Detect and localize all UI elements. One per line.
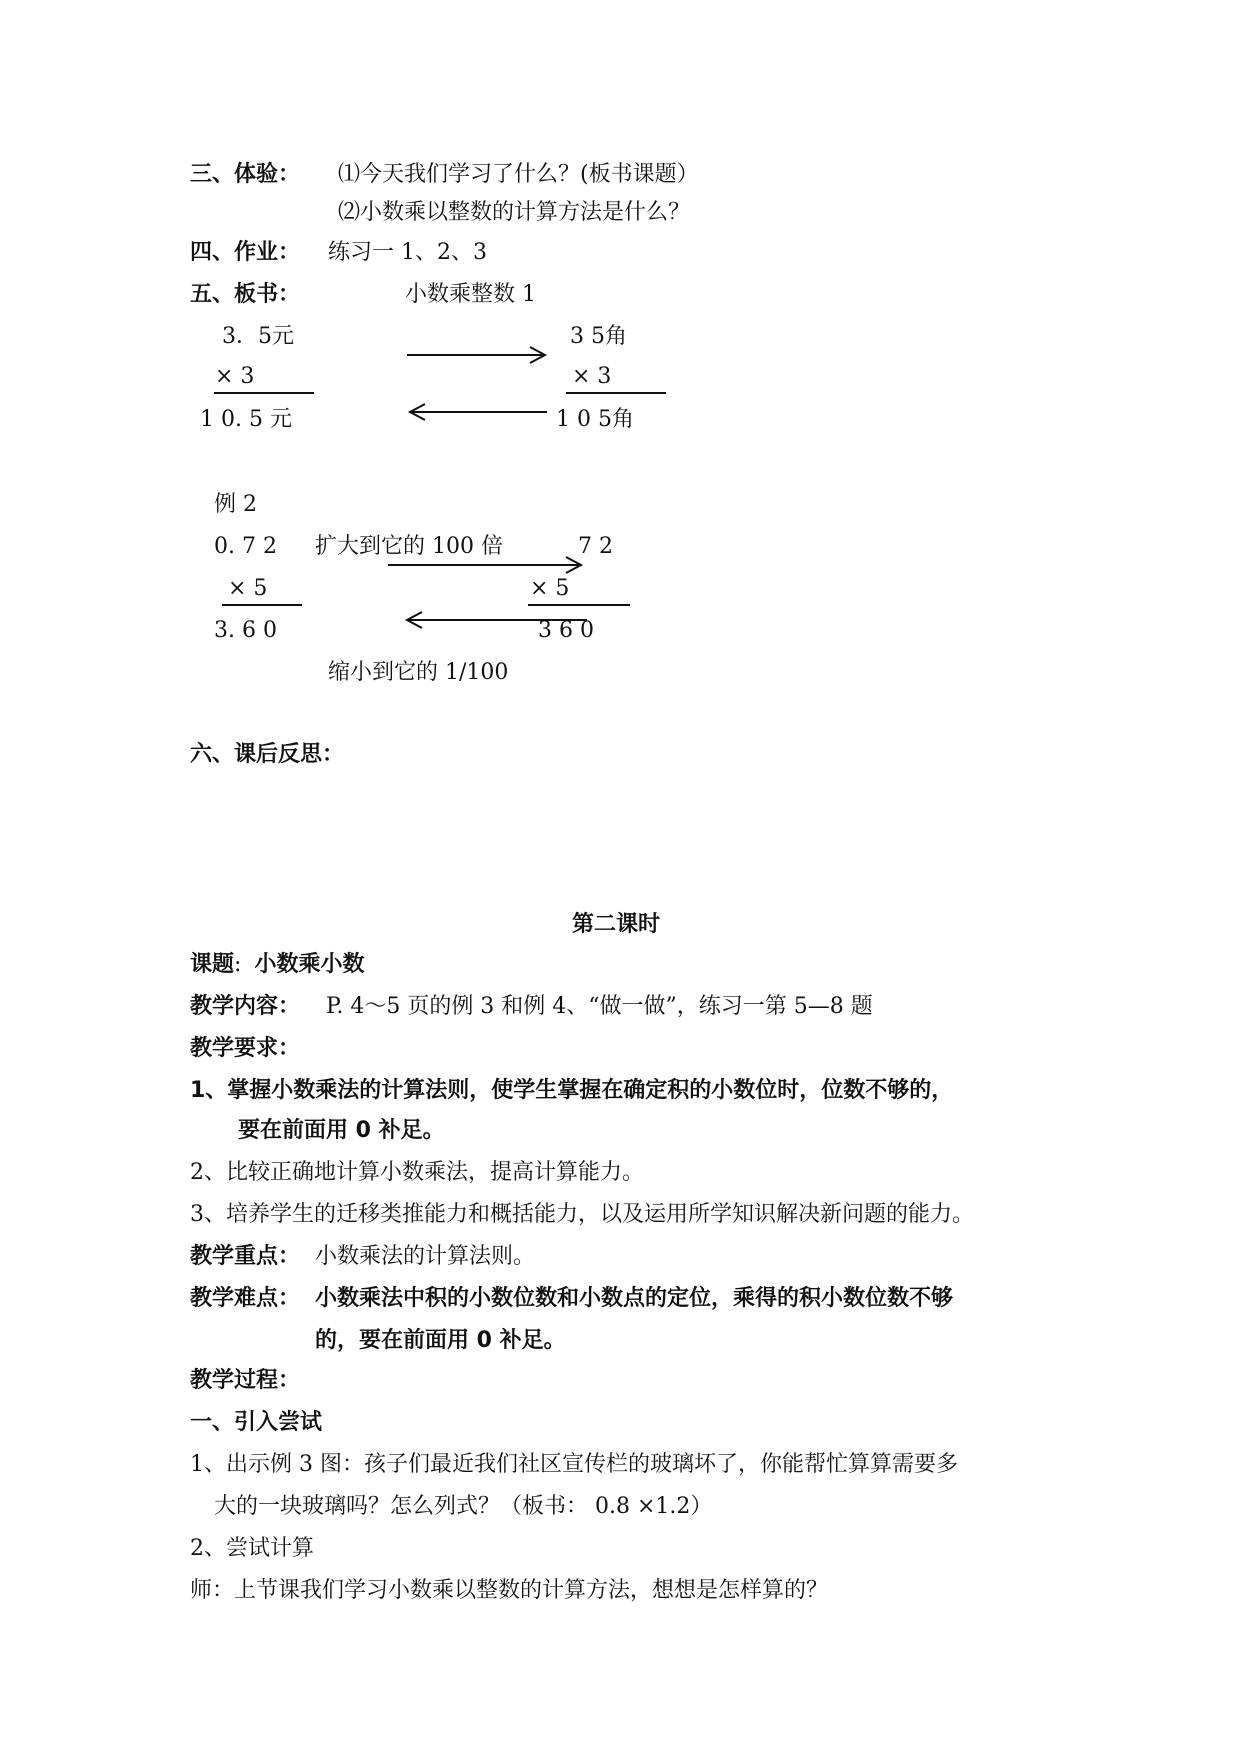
example-left-underline <box>222 604 302 606</box>
expand-arrow <box>386 555 586 575</box>
expand-label: 扩大到它的 100 倍 <box>315 534 503 559</box>
example-left-top: 0. 7 2 <box>214 534 277 559</box>
section-6-label: 六、课后反思： <box>190 742 345 767</box>
requirement-1-line-1: 1、掌握小数乘法的计算法则，使学生掌握在确定积的小数位时，位数不够的， <box>190 1078 954 1103</box>
board-title: 小数乘整数 1 <box>405 282 536 307</box>
board-left-top: 3．5元 <box>222 324 294 349</box>
requirement-3: 3、培养学生的迁移类推能力和概括能力，以及运用所学知识解决新问题的能力。 <box>190 1202 974 1227</box>
requirement-1-line-2: 要在前面用 0 补足。 <box>238 1118 445 1143</box>
question-2: ⑵小数乘以整数的计算方法是什么？ <box>338 200 691 225</box>
board-right-top: 3 5角 <box>570 324 627 349</box>
board-left-underline <box>214 392 314 394</box>
example-right-result: 3 6 0 <box>538 618 594 643</box>
content-text: P. 4～5 页的例 3 和例 4、“做一做”，练习一第 5—8 题 <box>326 994 873 1019</box>
shrink-label: 缩小到它的 1/100 <box>328 660 509 685</box>
board-left-multiplier: × 3 <box>215 364 255 389</box>
section-3-label: 三、体验： <box>190 162 301 187</box>
requirements-label: 教学要求： <box>190 1036 301 1061</box>
question-1: ⑴今天我们学习了什么？(板书课题） <box>338 162 699 187</box>
topic-label: 课题 <box>190 952 235 977</box>
difficulty-line-1: 小数乘法中积的小数位数和小数点的定位，乘得的积小数位数不够 <box>315 1286 954 1311</box>
example-right-multiplier: × 5 <box>530 576 570 601</box>
difficulty-label: 教学难点： <box>190 1286 301 1311</box>
section-4-label: 四、作业： <box>190 240 301 265</box>
lesson-heading: 第二课时 <box>572 912 661 937</box>
topic-line <box>190 950 364 980</box>
board-right-multiplier: × 3 <box>572 364 612 389</box>
key-point-label: 教学重点： <box>190 1244 301 1269</box>
board-right-result: 1 0 5角 <box>556 407 634 432</box>
teacher-line: 师：上节课我们学习小数乘以整数的计算方法，想想是怎样算的？ <box>190 1578 829 1603</box>
part-1-heading: 一、引入尝试 <box>190 1410 323 1435</box>
step-1-line-2: 大的一块玻璃吗？怎么列式？（板书： 0.8 ×1.2） <box>214 1494 713 1519</box>
left-arrow <box>405 402 550 422</box>
key-point-text: 小数乘法的计算法则。 <box>315 1244 536 1269</box>
board-right-underline <box>566 392 666 394</box>
process-label: 教学过程： <box>190 1368 301 1393</box>
difficulty-line-2: 的，要在前面用 0 补足。 <box>315 1328 566 1353</box>
right-arrow <box>405 345 550 365</box>
step-1-line-1: 1、出示例 3 图：孩子们最近我们社区宣传栏的玻璃坏了，你能帮忙算算需要多 <box>190 1452 958 1477</box>
example-left-multiplier: × 5 <box>228 576 268 601</box>
step-2: 2、尝试计算 <box>190 1536 314 1561</box>
requirement-2: 2、比较正确地计算小数乘法，提高计算能力。 <box>190 1160 644 1185</box>
topic-separator: : <box>234 952 242 977</box>
content-label: 教学内容： <box>190 994 301 1019</box>
example-left-result: 3. 6 0 <box>214 618 277 643</box>
homework-text: 练习一 1、2、3 <box>328 240 487 265</box>
topic-text: 小数乘小数 <box>254 952 365 977</box>
board-left-result: 1 0. 5 元 <box>200 407 292 432</box>
example-right-underline <box>528 604 630 606</box>
example-right-top: 7 2 <box>578 534 613 559</box>
example-2-label: 例 2 <box>214 492 257 517</box>
section-5-label: 五、板书： <box>190 282 301 307</box>
